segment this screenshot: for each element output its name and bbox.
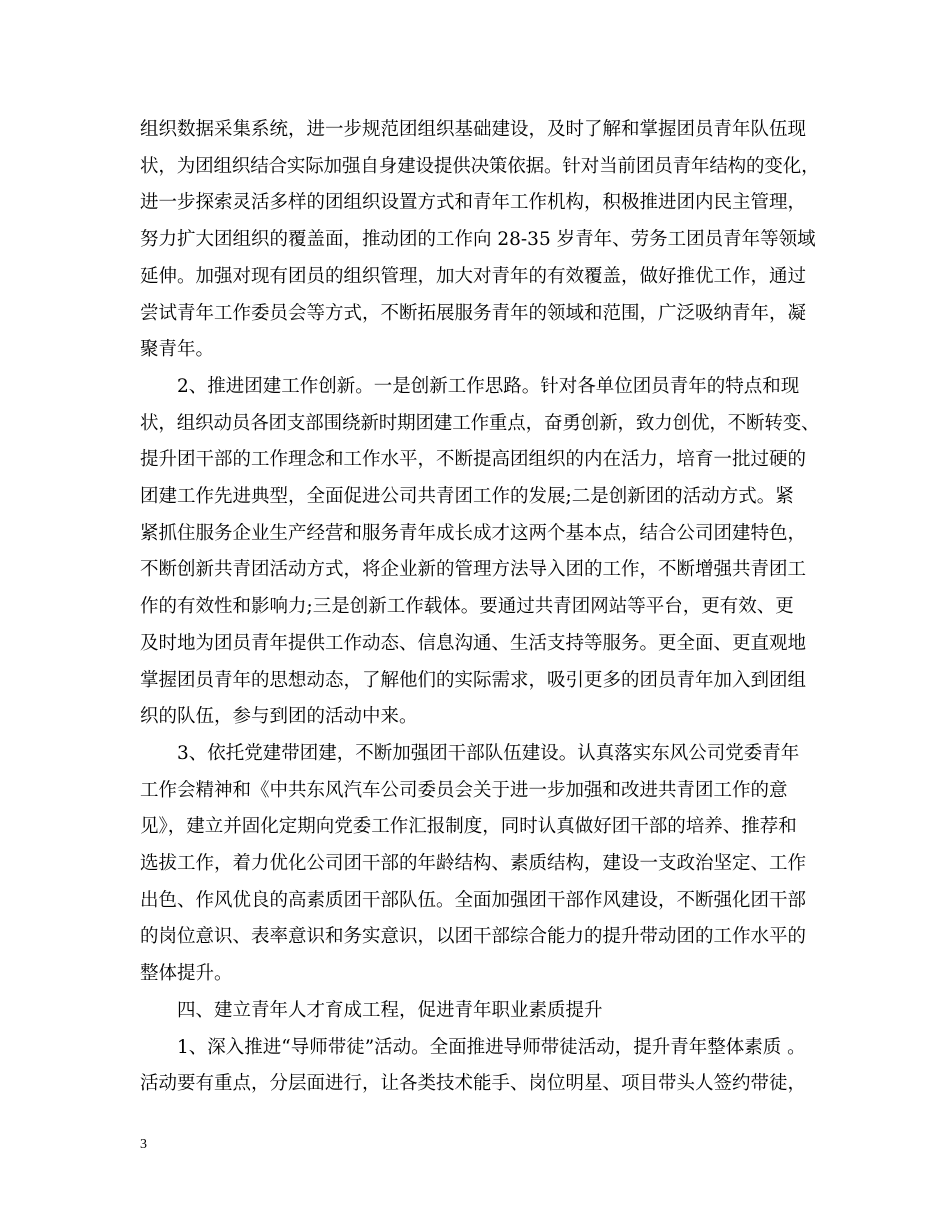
text-line: 聚青年。 [140,339,215,361]
text-line: 状，为团组织结合实际加强自身建设提供决策依据。针对当前团员青年结构的变化， [140,155,820,177]
text-line: 织的队伍，参与到团的活动中来。 [140,706,418,728]
text-line: 的岗位意识、表率意识和务实意识，以团干部综合能力的提升带动团的工作水平的 [140,926,807,948]
text-line: 活动要有重点，分层面进行，让各类技术能手、岗位明星、项目带头人签约带徒， [140,1073,807,1095]
text-line: 延伸。加强对现有团员的组织管理，加大对青年的有效覆盖，做好推优工作，通过 [140,265,807,287]
text-line: 紧抓住服务企业生产经营和服务青年成长成才这两个基本点，结合公司团建特色， [140,522,807,544]
text-line: 工作会精神和《中共东风汽车公司委员会关于进一步加强和改进共青团工作的意 [140,779,788,801]
text-line: 团建工作先进典型，全面促进公司共青团工作的发展;二是创新团的活动方式。紧 [140,486,794,507]
text-line: 四、建立青年人才育成工程，促进青年职业素质提升 [140,999,603,1021]
text-line: 掌握团员青年的思想动态，了解他们的实际需求，吸引更多的团员青年加入到团组 [140,669,807,691]
text-line: 整体提升。 [140,963,233,985]
text-line: 组织数据采集系统，进一步规范团组织基础建设，及时了解和掌握团员青年队伍现 [140,119,807,140]
text-line: 2、推进团建工作创新。一是创新工作思路。针对各单位团员青年的特点和现 [140,375,800,397]
text-line: 进一步探索灵活多样的团组织设置方式和青年工作机构，积极推进团内民主管理， [140,192,807,214]
text-line: 选拔工作，着力优化公司团干部的年龄结构、素质结构，建设一支政治坚定、工作 [140,853,807,874]
text-line: 出色、作风优良的高素质团干部队伍。全面加强团干部作风建设，不断强化团干部 [140,889,807,911]
text-line: 不断创新共青团活动方式，将企业新的管理方法导入团的工作，不断增强共青团工 [140,559,807,581]
text-line: 状，组织动员各团支部围绕新时期团建工作重点，奋勇创新，致力创优，不断转变、 [140,412,820,434]
text-line: 1、深入推进“导师带徒”活动。全面推进导师带徒活动，提升青年整体素质 。 [140,1036,806,1058]
page-number: 3 [140,1137,147,1152]
text-line: 努力扩大团组织的覆盖面，推动团的工作向 28-35 岁青年、劳务工团员青年等领域 [140,229,816,251]
text-line: 及时地为团员青年提供工作动态、信息沟通、生活支持等服务。更全面、更直观地 [140,632,807,654]
text-line: 尝试青年工作委员会等方式，不断拓展服务青年的领域和范围，广泛吸纳青年，凝 [140,302,807,324]
text-line: 提升团干部的工作理念和工作水平，不断提高团组织的内在活力，培育一批过硬的 [140,449,807,471]
text-line: 3、依托党建带团建，不断加强团干部队伍建设。认真落实东风公司党委青年 [140,742,800,764]
text-line: 见》，建立并固化定期向党委工作汇报制度，同时认真做好团干部的培养、推荐和 [140,816,797,838]
text-line: 作的有效性和影响力;三是创新工作载体。要通过共青团网站等平台，更有效、更 [140,596,794,618]
